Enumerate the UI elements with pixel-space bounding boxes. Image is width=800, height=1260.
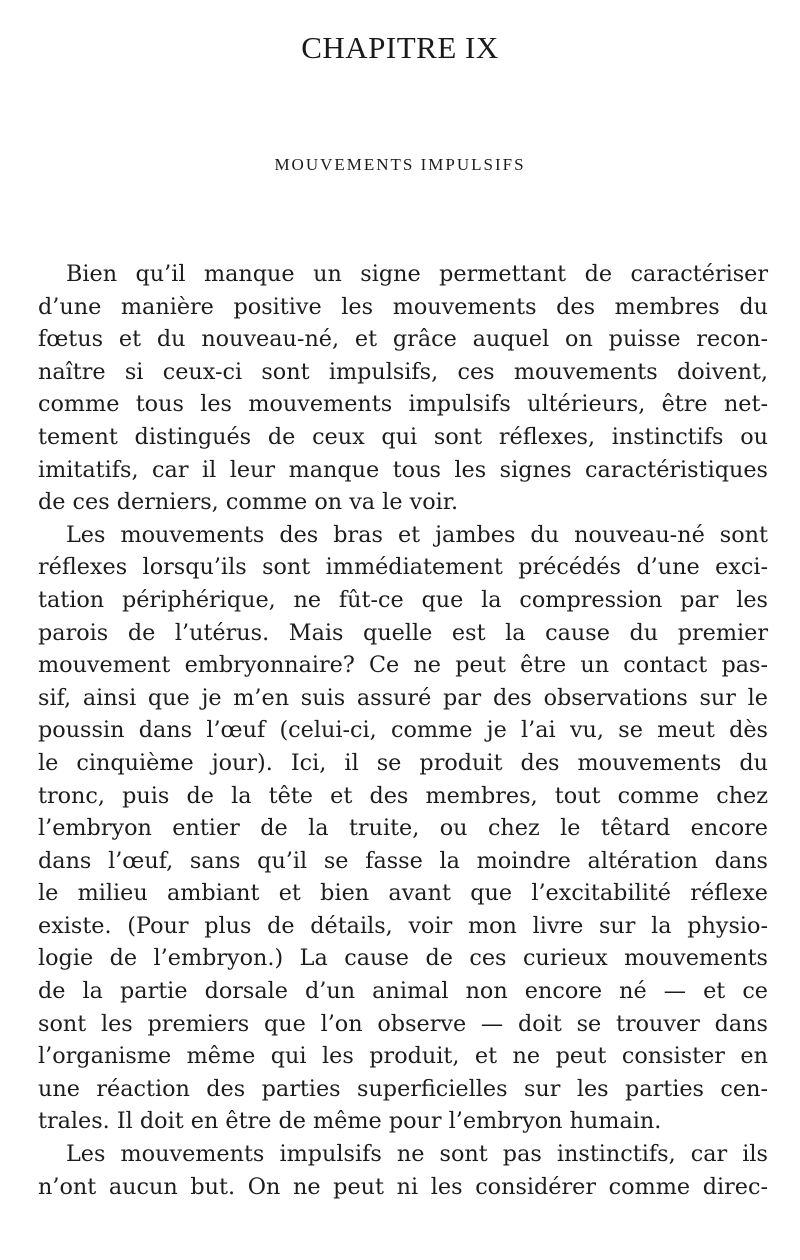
- text-line: sont les premiers que l’on observe — doit se trouver dans: [38, 1010, 768, 1037]
- text-line: l’embryon entier de la truite, ou chez le têtard encore: [38, 815, 768, 842]
- text-line: réflexes lorsqu’ils sont immédiatement précédés d’une exci-: [38, 554, 768, 581]
- text-line: une réaction des parties superficielles sur les parties cen-: [38, 1075, 768, 1102]
- text-line: imitatifs, car il leur manque tous les signes caractéristiques: [38, 456, 768, 483]
- text-line: dans l’œuf, sans qu’il se fasse la moindre altération dans: [38, 847, 768, 874]
- text-line: mouvement embryonnaire? Ce ne peut être un contact pas-: [38, 652, 768, 679]
- text-line: fœtus et du nouveau-né, et grâce auquel on puisse recon-: [38, 326, 768, 353]
- text-line: naître si ceux-ci sont impulsifs, ces mouvements doivent,: [38, 358, 768, 385]
- chapter-title: CHAPITRE IX: [301, 30, 499, 65]
- text-line: de la partie dorsale d’un animal non encore né — et ce: [38, 978, 768, 1005]
- text-line: le cinquième jour). Ici, il se produit des mouvements du: [38, 749, 768, 776]
- section-title: MOUVEMENTS IMPULSIFS: [274, 155, 526, 174]
- text-line: d’une manière positive les mouvements des membres du: [38, 293, 768, 320]
- text-line: comme tous les mouvements impulsifs ultérieurs, être net-: [38, 391, 768, 418]
- text-line: existe. (Pour plus de détails, voir mon livre sur la physio-: [38, 912, 768, 939]
- text-line: parois de l’utérus. Mais quelle est la cause du premier: [38, 619, 768, 646]
- text-line: n’ont aucun but. On ne peut ni les considérer comme direc-: [38, 1173, 768, 1200]
- text-line: trales. Il doit en être de même pour l’embryon humain.: [38, 1108, 662, 1135]
- text-line: le milieu ambiant et bien avant que l’excitabilité réflexe: [38, 880, 768, 907]
- text-line: tement distingués de ceux qui sont réflexes, instinctifs ou: [38, 423, 768, 450]
- text-line: poussin dans l’œuf (celui-ci, comme je l’ai vu, se meut dès: [38, 717, 768, 744]
- text-line: l’organisme même qui les produit, et ne peut consister en: [38, 1043, 768, 1070]
- text-line: Les mouvements impulsifs ne sont pas instinctifs, car ils: [66, 1141, 768, 1168]
- text-line: tronc, puis de la tête et des membres, tout comme chez: [38, 782, 768, 809]
- text-line: sif, ainsi que je m’en suis assuré par des observations sur le: [38, 684, 768, 711]
- text-line: logie de l’embryon.) La cause de ces curieux mouvements: [38, 945, 768, 972]
- text-line: Bien qu’il manque un signe permettant de caractériser: [66, 261, 768, 287]
- text-line: de ces derniers, comme on va le voir.: [38, 489, 459, 516]
- text-line: tation périphérique, ne fût-ce que la compression par les: [38, 586, 768, 613]
- body-text: [38, 258, 768, 1203]
- text-line: Les mouvements des bras et jambes du nouveau-né sont: [66, 521, 768, 548]
